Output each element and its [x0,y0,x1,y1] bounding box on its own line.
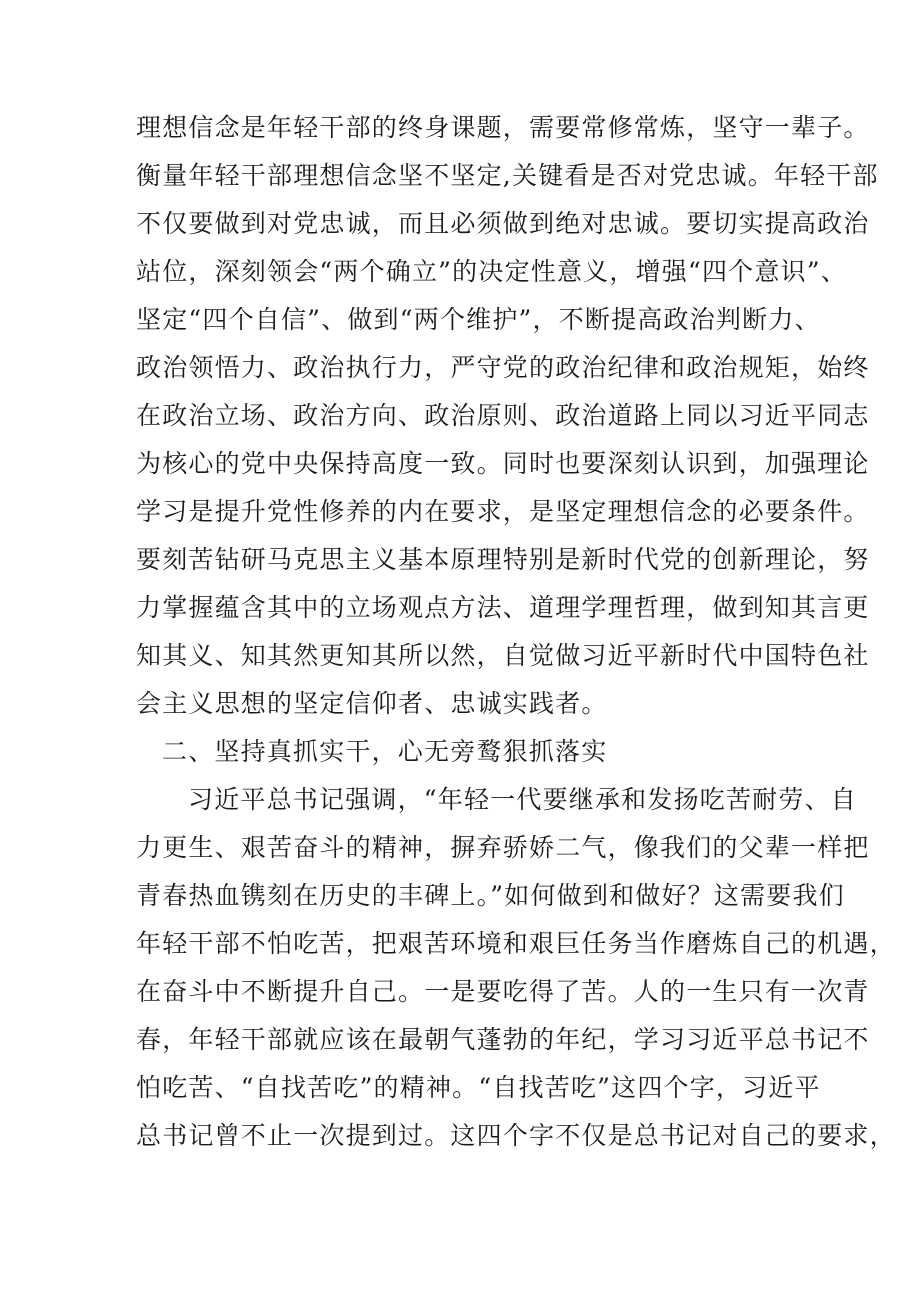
text-line: 在奋斗中不断提升自己。一是要吃得了苦。人的一生只有一次青 [136,977,870,1006]
text-line: 理想信念是年轻干部的终身课题，需要常修常炼，坚守一辈子。 [136,113,870,142]
text-line: 力更生、艰苦奋斗的精神，摒弃骄娇二气，像我们的父辈一样把 [136,833,870,862]
text-line: 在政治立场、政治方向、政治原则、政治道路上同以习近平同志 [136,401,870,430]
paragraph-hard-work [136,776,896,1160]
text-line: 要刻苦钻研马克思主义基本原理特别是新时代党的创新理论，努 [136,545,870,574]
paragraph-ideals [136,104,879,728]
text-line: 习近平总书记强调，“年轻一代要继承和发扬吃苦耐劳、自 [188,785,857,814]
section-heading: 二、坚持真抓实干，心无旁鹜狠抓落实 [162,737,608,766]
text-line: 春，年轻干部就应该在最朝气蓬勃的年纪，学习习近平总书记不 [136,1025,870,1054]
text-line: 知其义、知其然更知其所以然，自觉做习近平新时代中国特色社 [136,641,870,670]
text-line: 站位，深刻领会“两个确立”的决定性意义，增强“四个意识”、 [136,257,847,286]
text-line: 衡量年轻干部理想信念坚不坚定,关键看是否对党忠诚。年轻干部 [136,161,879,190]
text-line: 坚定“四个自信”、做到“两个维护”，不断提高政治判断力、 [136,305,821,334]
text-line: 年轻干部不怕吃苦，把艰苦环境和艰巨任务当作磨炼自己的机遇， [136,929,896,958]
text-line: 怕吃苦、“自找苦吃”的精神。“自找苦吃”这四个字，习近平 [136,1073,821,1102]
text-line: 总书记曾不止一次提到过。这四个字不仅是总书记对自己的要求， [136,1121,896,1150]
text-line: 学习是提升党性修养的内在要求，是坚定理想信念的必要条件。 [136,497,870,526]
text-line: 政治领悟力、政治执行力，严守党的政治纪律和政治规矩，始终 [136,353,870,382]
document-body [136,104,896,1160]
text-line: 青春热血镌刻在历史的丰碑上。”如何做到和做好？这需要我们 [136,881,845,910]
text-line: 为核心的党中央保持高度一致。同时也要深刻认识到，加强理论 [136,449,870,478]
text-line: 会主义思想的坚定信仰者、忠诚实践者。 [136,689,608,718]
text-line: 不仅要做到对党忠诚，而且必须做到绝对忠诚。要切实提高政治 [136,209,870,238]
text-line: 力掌握蕴含其中的立场观点方法、道理学理哲理，做到知其言更 [136,593,870,622]
